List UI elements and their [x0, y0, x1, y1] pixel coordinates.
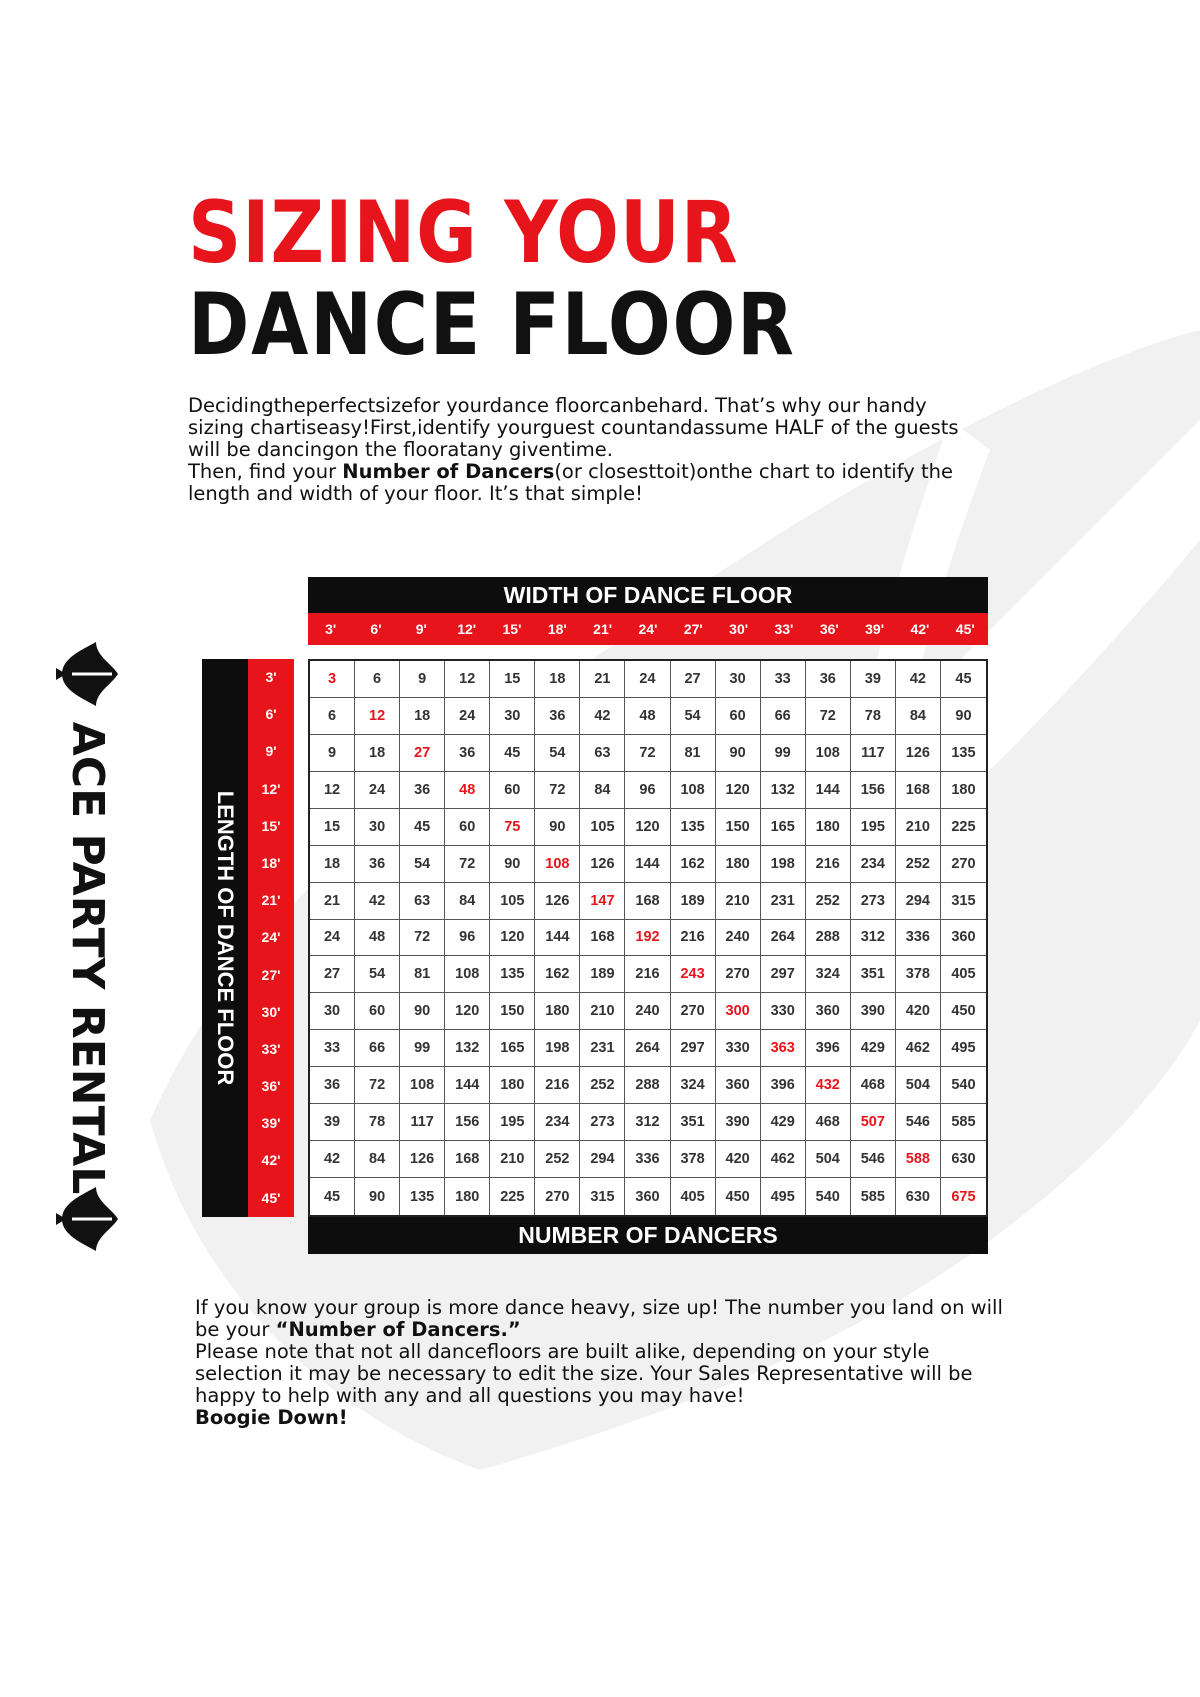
table-cell: 126	[535, 883, 580, 920]
column-header: 39'	[865, 621, 885, 637]
table-cell: 60	[490, 772, 535, 809]
column-header: 27'	[683, 621, 703, 637]
table-cell: 675	[951, 1188, 976, 1205]
table-cell: 450	[716, 1178, 761, 1215]
table-cell: 396	[761, 1067, 806, 1104]
table-cell: 36	[400, 772, 445, 809]
table-cell: 18	[535, 661, 580, 698]
table-cell: 144	[806, 772, 851, 809]
table-cell: 3	[310, 661, 355, 698]
table-cell: 396	[806, 1030, 851, 1067]
table-cell: 54	[671, 698, 716, 735]
table-cell: 78	[355, 1104, 400, 1141]
table-cell: 378	[896, 956, 941, 993]
table-cell: 288	[625, 1067, 670, 1104]
table-cell: 105	[490, 883, 535, 920]
table-cell: 63	[400, 883, 445, 920]
title-line-1: SIZING YOUR	[188, 183, 739, 283]
table-cell: 297	[671, 1030, 716, 1067]
table-cell: 21	[580, 661, 625, 698]
table-cell: 351	[851, 956, 896, 993]
table-cell: 54	[355, 956, 400, 993]
row-header: 15'	[261, 817, 281, 834]
outro-text	[195, 1297, 1015, 1429]
table-cell: 24	[310, 920, 355, 957]
outro-text-segment: If you know your group is more dance heavy, size up! The number you land on will be your	[195, 1296, 1003, 1341]
table-cell: 390	[716, 1104, 761, 1141]
table-cell: 27	[310, 956, 355, 993]
table-cell: 156	[445, 1104, 490, 1141]
table-cell: 36	[355, 846, 400, 883]
intro-text-segment: (or closesttoit)onthe chart to identify the length and width of your floor. It’s that simple!	[188, 460, 953, 505]
table-cell: 84	[445, 883, 490, 920]
intro-paragraph-1: Decidingtheperfectsizefor yourdance floorcanbehard. That’s why our handy sizing chartiseasy!First,identify yourguest countandassume HALF of the guests will be dancingon the flooratany giventime.	[188, 394, 959, 461]
table-cell: 24	[445, 698, 490, 735]
table-cell: 252	[806, 883, 851, 920]
table-cell: 72	[355, 1067, 400, 1104]
table-cell: 270	[941, 846, 986, 883]
column-header: 30'	[729, 621, 749, 637]
column-header: 42'	[910, 621, 930, 637]
table-cell: 240	[625, 993, 670, 1030]
table-cell: 312	[625, 1104, 670, 1141]
table-cell: 156	[851, 772, 896, 809]
table-cell: 312	[851, 920, 896, 957]
table-cell: 132	[445, 1030, 490, 1067]
table-cell: 36	[445, 735, 490, 772]
table-cell: 6	[355, 661, 400, 698]
table-cell: 36	[310, 1067, 355, 1104]
table-cell: 81	[671, 735, 716, 772]
table-cell: 360	[806, 993, 851, 1030]
table-cell: 90	[490, 846, 535, 883]
table-cell: 420	[896, 993, 941, 1030]
table-cell: 195	[490, 1104, 535, 1141]
table-cell: 45	[941, 661, 986, 698]
table-cell: 72	[400, 920, 445, 957]
table-cell: 630	[896, 1178, 941, 1215]
table-cell: 234	[851, 846, 896, 883]
table-cell: 180	[806, 809, 851, 846]
outro-paragraph-1	[195, 1297, 1015, 1341]
table-cell: 390	[851, 993, 896, 1030]
table-cell: 33	[761, 661, 806, 698]
table-cell: 180	[535, 993, 580, 1030]
table-cell: 12	[445, 661, 490, 698]
intro-text	[188, 395, 988, 505]
row-title: LENGTH OF DANCE FLOOR	[213, 790, 238, 1086]
table-cell: 330	[761, 993, 806, 1030]
table-cell: 63	[580, 735, 625, 772]
table-cell: 132	[761, 772, 806, 809]
row-header: 6'	[265, 706, 277, 723]
table-cell: 45	[310, 1178, 355, 1215]
table-cell: 72	[535, 772, 580, 809]
intro-text-segment: Then, find your	[188, 460, 343, 483]
table-cell: 273	[851, 883, 896, 920]
outro-paragraph-3	[195, 1407, 1015, 1429]
row-header: 33'	[261, 1040, 281, 1057]
row-header: 45'	[261, 1189, 281, 1206]
table-cell: 264	[761, 920, 806, 957]
table-cell: 315	[941, 883, 986, 920]
table-cell: 66	[761, 698, 806, 735]
table-cell: 462	[896, 1030, 941, 1067]
table-cell: 9	[310, 735, 355, 772]
table-cell: 84	[580, 772, 625, 809]
table-cell: 24	[355, 772, 400, 809]
column-header: 18'	[547, 621, 567, 637]
table-cell: 72	[625, 735, 670, 772]
table-cell: 585	[851, 1178, 896, 1215]
table-cell: 150	[716, 809, 761, 846]
table-cell: 216	[535, 1067, 580, 1104]
table-cell: 48	[625, 698, 670, 735]
table-cell: 336	[896, 920, 941, 957]
column-title: WIDTH OF DANCE FLOOR	[308, 577, 988, 613]
table-cell: 273	[580, 1104, 625, 1141]
table-cell: 30	[355, 809, 400, 846]
table-cell: 45	[400, 809, 445, 846]
table-cell: 378	[671, 1141, 716, 1178]
table-cell: 27	[671, 661, 716, 698]
table-cell: 360	[716, 1067, 761, 1104]
table-cell: 270	[671, 993, 716, 1030]
table-cell: 90	[716, 735, 761, 772]
table-cell: 99	[400, 1030, 445, 1067]
table-cell: 33	[310, 1030, 355, 1067]
table-cell: 216	[671, 920, 716, 957]
table-cell: 36	[806, 661, 851, 698]
table-cell: 300	[716, 993, 761, 1030]
table-cell: 15	[490, 661, 535, 698]
table-cell: 225	[490, 1178, 535, 1215]
row-header: 39'	[261, 1115, 281, 1132]
table-cell: 81	[400, 956, 445, 993]
table-cell: 294	[580, 1141, 625, 1178]
table-cell: 42	[896, 661, 941, 698]
table-cell: 135	[941, 735, 986, 772]
table-cell: 42	[580, 698, 625, 735]
table-cell: 468	[806, 1104, 851, 1141]
table-cell: 540	[941, 1067, 986, 1104]
table-cell: 162	[535, 956, 580, 993]
table-cell: 48	[445, 772, 490, 809]
table-cell: 504	[896, 1067, 941, 1104]
dancers-grid	[308, 659, 988, 1217]
table-cell: 324	[671, 1067, 716, 1104]
table-cell: 180	[716, 846, 761, 883]
table-cell: 234	[535, 1104, 580, 1141]
table-cell: 54	[535, 735, 580, 772]
table-cell: 588	[896, 1141, 941, 1178]
column-header: 36'	[819, 621, 839, 637]
table-cell: 450	[941, 993, 986, 1030]
column-header: 21'	[593, 621, 613, 637]
table-cell: 36	[535, 698, 580, 735]
table-cell: 72	[445, 846, 490, 883]
table-cell: 360	[625, 1178, 670, 1215]
row-header: 36'	[261, 1078, 281, 1095]
table-cell: 495	[941, 1030, 986, 1067]
table-cell: 210	[490, 1141, 535, 1178]
table-cell: 126	[400, 1141, 445, 1178]
table-cell: 315	[580, 1178, 625, 1215]
table-cell: 54	[400, 846, 445, 883]
table-cell: 210	[716, 883, 761, 920]
table-cell: 126	[580, 846, 625, 883]
table-cell: 117	[851, 735, 896, 772]
table-cell: 462	[761, 1141, 806, 1178]
value-title: NUMBER OF DANCERS	[308, 1217, 988, 1254]
table-cell: 180	[941, 772, 986, 809]
table-cell: 165	[761, 809, 806, 846]
table-cell: 585	[941, 1104, 986, 1141]
table-cell: 18	[400, 698, 445, 735]
table-cell: 630	[941, 1141, 986, 1178]
table-cell: 144	[535, 920, 580, 957]
table-cell: 42	[310, 1141, 355, 1178]
table-cell: 135	[671, 809, 716, 846]
table-cell: 39	[310, 1104, 355, 1141]
table-cell: 216	[625, 956, 670, 993]
table-cell: 96	[625, 772, 670, 809]
table-cell: 540	[806, 1178, 851, 1215]
row-title-banner	[202, 659, 248, 1217]
table-cell: 231	[580, 1030, 625, 1067]
table-cell: 405	[671, 1178, 716, 1215]
table-cell: 108	[400, 1067, 445, 1104]
table-cell: 144	[445, 1067, 490, 1104]
row-header: 21'	[261, 892, 281, 909]
outro-bold-segment: Boogie Down!	[195, 1406, 348, 1429]
table-cell: 270	[535, 1178, 580, 1215]
row-header: 3'	[265, 669, 277, 685]
table-cell: 84	[896, 698, 941, 735]
table-cell: 48	[355, 920, 400, 957]
table-cell: 75	[490, 809, 535, 846]
table-cell: 252	[535, 1141, 580, 1178]
table-cell: 468	[851, 1067, 896, 1104]
table-cell: 90	[400, 993, 445, 1030]
table-cell: 135	[490, 956, 535, 993]
table-cell: 189	[580, 956, 625, 993]
table-cell: 105	[580, 809, 625, 846]
table-cell: 12	[310, 772, 355, 809]
column-header: 12'	[457, 621, 477, 637]
table-cell: 39	[851, 661, 896, 698]
table-cell: 12	[355, 698, 400, 735]
table-cell: 42	[355, 883, 400, 920]
table-cell: 150	[490, 993, 535, 1030]
row-header: 18'	[261, 854, 281, 871]
table-cell: 420	[716, 1141, 761, 1178]
table-cell: 30	[716, 661, 761, 698]
table-cell: 252	[896, 846, 941, 883]
column-header: 9'	[415, 621, 427, 637]
table-cell: 162	[671, 846, 716, 883]
table-cell: 297	[761, 956, 806, 993]
table-cell: 120	[445, 993, 490, 1030]
table-cell: 117	[400, 1104, 445, 1141]
row-header: 42'	[261, 1152, 281, 1169]
brand-name: ACE PARTY RENTAL	[62, 721, 113, 1195]
column-header: 15'	[502, 621, 522, 637]
table-cell: 72	[806, 698, 851, 735]
table-cell: 198	[761, 846, 806, 883]
table-cell: 210	[896, 809, 941, 846]
table-cell: 66	[355, 1030, 400, 1067]
table-cell: 168	[625, 883, 670, 920]
table-cell: 180	[490, 1067, 535, 1104]
table-cell: 45	[490, 735, 535, 772]
table-cell: 27	[400, 735, 445, 772]
table-cell: 429	[851, 1030, 896, 1067]
table-cell: 288	[806, 920, 851, 957]
column-headers	[308, 613, 988, 645]
table-cell: 15	[310, 809, 355, 846]
outro-bold-segment: “Number of Dancers.”	[275, 1318, 521, 1341]
table-cell: 60	[716, 698, 761, 735]
table-cell: 168	[896, 772, 941, 809]
table-cell: 78	[851, 698, 896, 735]
table-cell: 120	[625, 809, 670, 846]
table-cell: 168	[580, 920, 625, 957]
column-header: 6'	[370, 621, 382, 637]
table-cell: 108	[671, 772, 716, 809]
table-cell: 546	[851, 1141, 896, 1178]
title-line-2: DANCE FLOOR	[188, 275, 796, 375]
table-cell: 507	[851, 1104, 896, 1141]
row-header: 27'	[261, 966, 281, 983]
intro-paragraph-2	[188, 461, 988, 505]
table-cell: 429	[761, 1104, 806, 1141]
table-cell: 252	[580, 1067, 625, 1104]
spade-icon	[52, 638, 124, 710]
table-cell: 90	[941, 698, 986, 735]
table-cell: 294	[896, 883, 941, 920]
table-cell: 504	[806, 1141, 851, 1178]
table-cell: 405	[941, 956, 986, 993]
row-header: 9'	[265, 743, 277, 760]
table-cell: 6	[310, 698, 355, 735]
table-cell: 147	[580, 883, 625, 920]
spade-icon	[52, 1183, 124, 1255]
outro-paragraph-2: Please note that not all dancefloors are built alike, depending on your style selection it may be necessary to edit the size. Your Sales Representative will be happy to help with any and all questions you may have!	[195, 1340, 973, 1407]
column-header: 33'	[774, 621, 794, 637]
table-cell: 144	[625, 846, 670, 883]
table-cell: 120	[716, 772, 761, 809]
row-header: 24'	[261, 929, 281, 946]
table-cell: 243	[671, 956, 716, 993]
row-header: 12'	[261, 780, 281, 797]
table-cell: 240	[716, 920, 761, 957]
table-cell: 108	[445, 956, 490, 993]
table-cell: 21	[310, 883, 355, 920]
row-headers	[248, 659, 294, 1217]
table-cell: 168	[445, 1141, 490, 1178]
table-cell: 189	[671, 883, 716, 920]
table-cell: 231	[761, 883, 806, 920]
table-cell: 270	[716, 956, 761, 993]
table-cell: 198	[535, 1030, 580, 1067]
table-cell: 9	[400, 661, 445, 698]
table-cell: 210	[580, 993, 625, 1030]
table-cell: 264	[625, 1030, 670, 1067]
table-cell: 192	[625, 920, 670, 957]
table-cell: 360	[941, 920, 986, 957]
row-header: 30'	[261, 1003, 281, 1020]
table-cell: 165	[490, 1030, 535, 1067]
table-cell: 99	[761, 735, 806, 772]
table-cell: 195	[851, 809, 896, 846]
side-brand	[48, 638, 126, 1248]
table-cell: 135	[400, 1178, 445, 1215]
table-cell: 495	[761, 1178, 806, 1215]
column-header: 45'	[955, 621, 975, 637]
table-cell: 324	[806, 956, 851, 993]
table-cell: 18	[310, 846, 355, 883]
table-cell: 336	[625, 1141, 670, 1178]
table-cell: 108	[535, 846, 580, 883]
table-cell: 60	[445, 809, 490, 846]
table-cell: 90	[535, 809, 580, 846]
table-cell: 432	[806, 1067, 851, 1104]
intro-bold-segment: Number of Dancers	[342, 460, 555, 483]
table-cell: 330	[716, 1030, 761, 1067]
table-cell: 18	[355, 735, 400, 772]
table-cell: 30	[490, 698, 535, 735]
table-cell: 84	[355, 1141, 400, 1178]
table-cell: 546	[896, 1104, 941, 1141]
table-cell: 30	[310, 993, 355, 1030]
page-title	[188, 183, 895, 375]
table-cell: 126	[896, 735, 941, 772]
table-cell: 24	[625, 661, 670, 698]
table-cell: 90	[355, 1178, 400, 1215]
table-cell: 120	[490, 920, 535, 957]
column-header: 24'	[638, 621, 658, 637]
table-cell: 351	[671, 1104, 716, 1141]
table-cell: 363	[761, 1030, 806, 1067]
table-cell: 108	[806, 735, 851, 772]
table-cell: 96	[445, 920, 490, 957]
column-header: 3'	[325, 621, 337, 637]
table-cell: 180	[445, 1178, 490, 1215]
table-cell: 225	[941, 809, 986, 846]
table-cell: 216	[806, 846, 851, 883]
table-cell: 60	[355, 993, 400, 1030]
